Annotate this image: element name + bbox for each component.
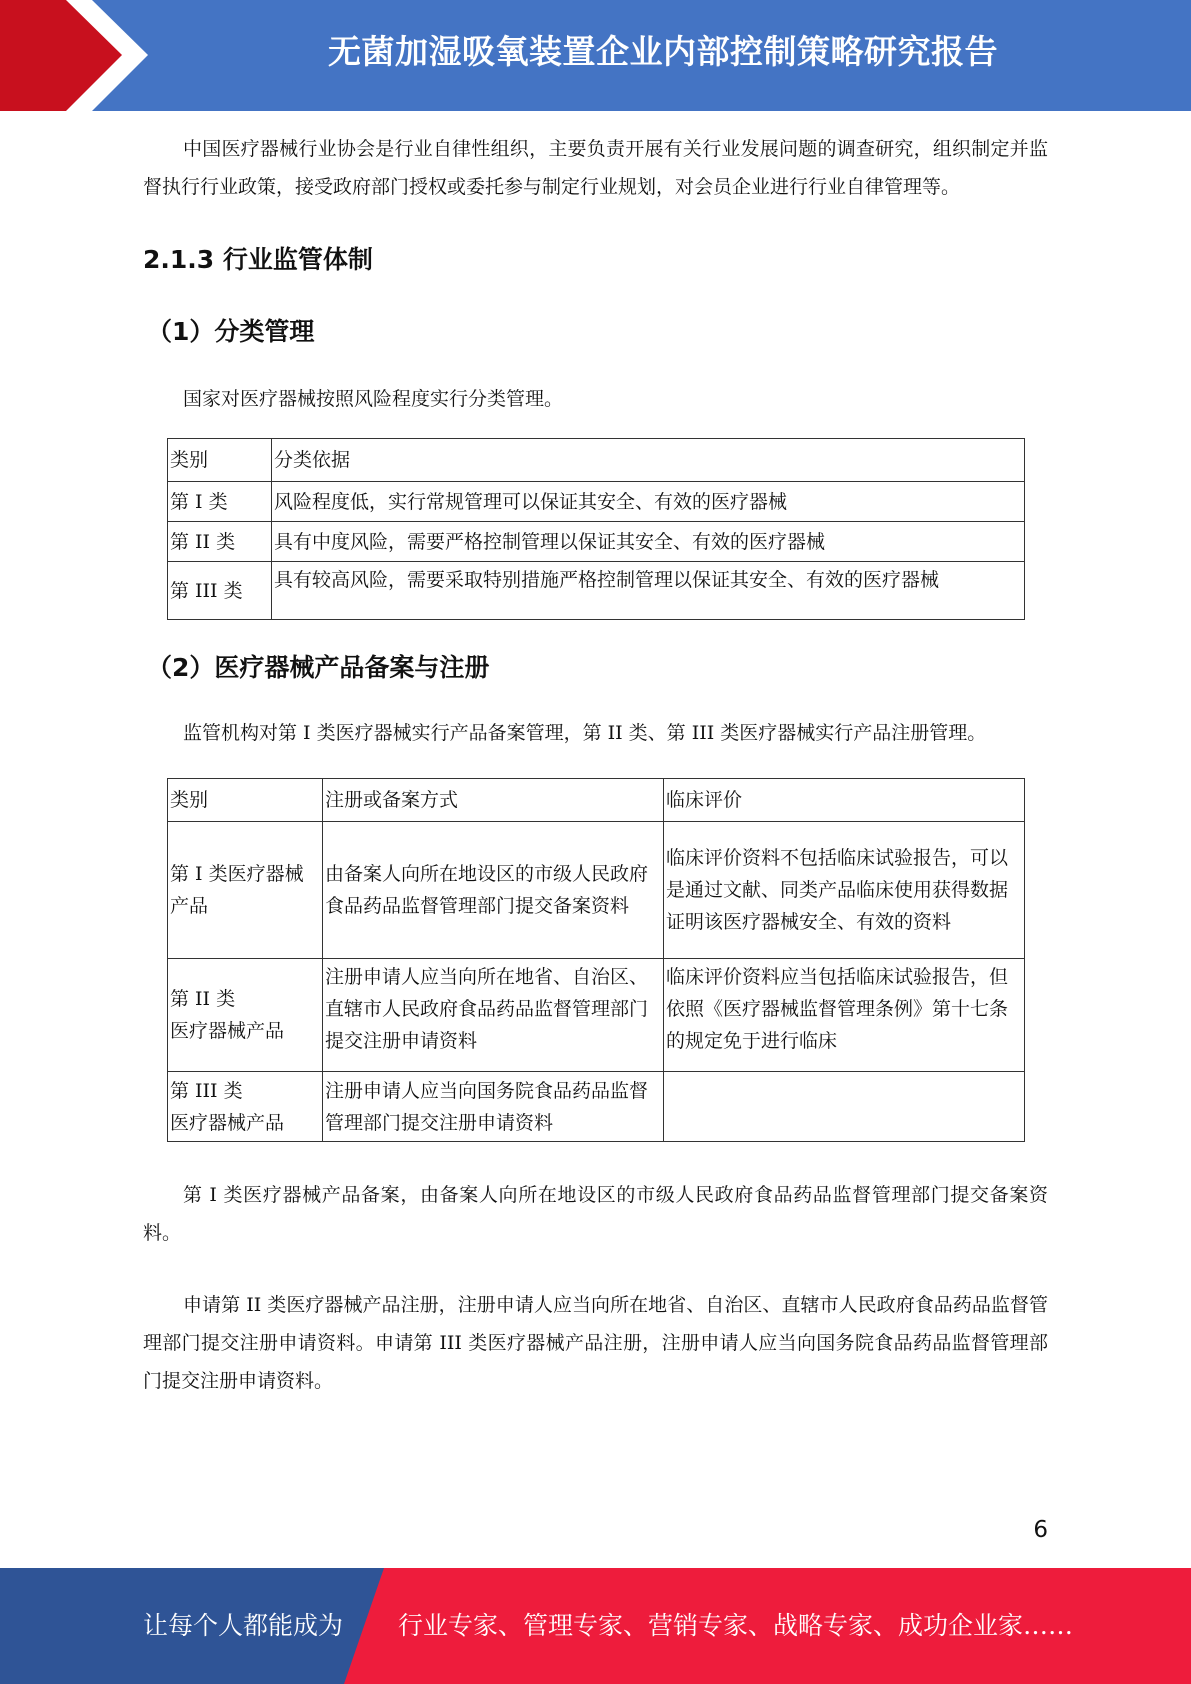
table-row xyxy=(168,482,1025,522)
table-header-row xyxy=(168,439,1025,482)
table-row xyxy=(168,522,1025,562)
classification-paragraph: 国家对医疗器械按照风险程度实行分类管理。 xyxy=(183,388,564,410)
table-row xyxy=(168,959,1025,1072)
table-cell: 注册申请人应当向所在地省、自治区、直辖市人民政府食品药品监督管理部门提交注册申请资料 xyxy=(323,959,664,1072)
table-cell: 注册申请人应当向国务院食品药品监督管理部门提交注册申请资料 xyxy=(323,1072,664,1142)
table-cell: 第 I 类医疗器械产品 xyxy=(168,822,323,959)
registration-table xyxy=(167,778,1025,1142)
application-paragraph: 申请第 II 类医疗器械产品注册，注册申请人应当向所在地省、自治区、直辖市人民政府食品药品监督管理部门提交注册申请资料。申请第 III 类医疗器械产品注册，注册申请人应当向国务院食品药品监督管理部门提交注册申请资料。 xyxy=(143,1294,1048,1392)
page-content xyxy=(143,130,1048,1400)
subsection-2-heading: （2）医疗器械产品备案与注册 xyxy=(147,653,490,682)
table-cell: 临床评价资料不包括临床试验报告，可以是通过文献、同类产品临床使用获得数据证明该医疗器械安全、有效的资料 xyxy=(664,822,1025,959)
classification-table xyxy=(167,438,1025,620)
intro-paragraph: 中国医疗器械行业协会是行业自律性组织，主要负责开展有关行业发展问题的调查研究，组织制定并监督执行行业政策，接受政府部门授权或委托参与制定行业规划，对会员企业进行行业自律管理等。 xyxy=(143,138,1048,198)
footer-slogan-right: 行业专家、管理专家、营销专家、战略专家、成功企业家…… xyxy=(398,1611,1074,1640)
registration-paragraph: 监管机构对第 I 类医疗器械实行产品备案管理，第 II 类、第 III 类医疗器械实行产品注册管理。 xyxy=(183,722,987,744)
table-cell: 风险程度低，实行常规管理可以保证其安全、有效的医疗器械 xyxy=(272,482,1025,522)
report-title: 无菌加湿吸氧装置企业内部控制策略研究报告 xyxy=(328,32,998,71)
table-cell: 具有较高风险，需要采取特别措施严格控制管理以保证其安全、有效的医疗器械 xyxy=(272,562,1025,620)
footer-slogan-left: 让每个人都能成为 xyxy=(143,1611,344,1640)
table-header-row xyxy=(168,779,1025,822)
table-row xyxy=(168,562,1025,620)
table-cell: 第 III 类 xyxy=(168,562,272,620)
table-header-cell: 临床评价 xyxy=(664,779,1025,822)
page-footer xyxy=(0,1568,1191,1684)
table-row xyxy=(168,1072,1025,1142)
section-heading: 2.1.3 行业监管体制 xyxy=(143,245,373,274)
table-cell: 第 I 类 xyxy=(168,482,272,522)
table-cell: 临床评价资料应当包括临床试验报告，但依照《医疗器械监督管理条例》第十七条的规定免于进行临床 xyxy=(664,959,1025,1072)
header-chevron-decoration xyxy=(0,0,160,111)
page-header xyxy=(0,0,1191,111)
table-header-cell: 类别 xyxy=(168,439,272,482)
table-row xyxy=(168,822,1025,959)
table-cell: 由备案人向所在地设区的市级人民政府食品药品监督管理部门提交备案资料 xyxy=(323,822,664,959)
page-number: 6 xyxy=(1033,1517,1048,1543)
table-cell: 具有中度风险，需要严格控制管理以保证其安全、有效的医疗器械 xyxy=(272,522,1025,562)
filing-paragraph: 第 I 类医疗器械产品备案，由备案人向所在地设区的市级人民政府食品药品监督管理部门提交备案资料。 xyxy=(143,1184,1048,1244)
table-cell: 第 II 类 医疗器械产品 xyxy=(168,959,323,1072)
table-cell: 第 II 类 xyxy=(168,522,272,562)
table-header-cell: 分类依据 xyxy=(272,439,1025,482)
table-cell xyxy=(664,1072,1025,1142)
table-header-cell: 类别 xyxy=(168,779,323,822)
table-cell: 第 III 类 医疗器械产品 xyxy=(168,1072,323,1142)
table-header-cell: 注册或备案方式 xyxy=(323,779,664,822)
subsection-1-heading: （1）分类管理 xyxy=(147,317,315,346)
